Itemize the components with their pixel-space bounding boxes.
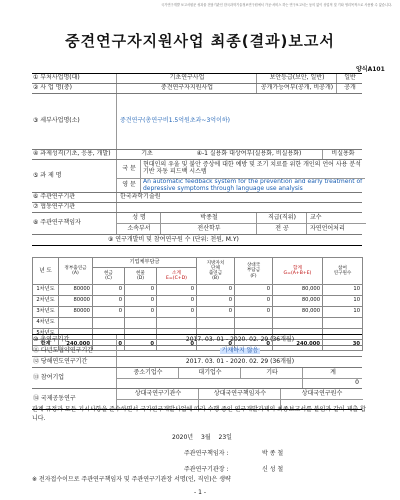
participants-col3: 기타 (240, 368, 303, 378)
intl-col2: 상대국연구책임자수 (198, 389, 281, 399)
cash-header: 현금 (C) (93, 268, 125, 285)
cash-cell (93, 318, 125, 329)
stage-value: 기초 (116, 150, 177, 159)
total-sub-cell: 0 (157, 340, 197, 351)
kind-cell (125, 318, 157, 329)
local-header: 지방자치 단체 출연금 (B) (197, 258, 235, 285)
people-cell: 10 (323, 307, 363, 318)
period-form (32, 334, 362, 410)
researcher-row (32, 213, 362, 235)
total-cell: 80,000 (273, 307, 323, 318)
current-period-value: 2017. 03. 01 - 2020. 02. 29 (36개월) (116, 357, 363, 367)
footnote: ※ 전자접수이므로 주관연구책임자 및 주관연구기관장 서명(인, 직인)은 생략 (32, 476, 231, 483)
subprogram-text: 중견연구(총연구비1.5억원초과~3억이하) (120, 117, 231, 125)
participants-total: 0 (302, 378, 362, 388)
feasibility-value: 비실용화 (322, 150, 363, 159)
budget-row (33, 307, 363, 318)
task-name-label: ⑤ 과 제 명 (33, 171, 62, 179)
multi-period-label: ⑪ 다년도협약연구기간 (33, 346, 94, 354)
sign-head-name: 신 성 철 (262, 466, 284, 473)
public-value: 공개 (336, 84, 363, 93)
multi-period-row (32, 346, 362, 357)
people-cell: 10 (323, 296, 363, 307)
page-number: - 1 - (194, 489, 206, 496)
date-year: 2020년 (172, 434, 194, 441)
eng-title: An automatic feedback system for the prevention and early treatment of depressive symptoms through language use analysis (140, 178, 365, 192)
total-year-cell: 합계 (33, 340, 59, 351)
name-value: 박종철 (160, 213, 257, 224)
gov-cell: 80000 (59, 307, 93, 318)
multi-period-status: 기재하지 않음 (221, 346, 259, 354)
feasibility-label: ④-1 실용화 대상여부(실용화, 비실용화) (196, 150, 302, 158)
header-note: 국가연구개발 보고서원문 성과물 전담기관인 한국과학기술정보연구원에서 가공·서비스 하는 연구보고서는 동의 없이 상업적 및 기타 영리목적으로 사용할 수 없습니다. (161, 3, 392, 7)
year-header: 년 도 (33, 258, 59, 285)
participants-empty (116, 378, 303, 388)
year-cell: 1차년도 (33, 285, 59, 296)
cash-cell: 0 (93, 307, 125, 318)
subprogram-row (32, 94, 362, 150)
host-org-value: 한국과학기술원 (116, 193, 366, 202)
date-month: 3월 (201, 434, 211, 441)
kind-cell: 0 (125, 296, 157, 307)
total-local-cell: 0 (197, 340, 235, 351)
rank-value: 교수 (306, 213, 366, 224)
researcher-label: ⑧ 주관연구책임자 (33, 219, 81, 227)
year-cell: 4차년도 (33, 318, 59, 329)
info-form (32, 73, 362, 246)
total-cash-cell: 0 (93, 340, 125, 351)
participants-col2: 대기업수 (178, 368, 241, 378)
year-cell: 5차년도 (33, 329, 59, 340)
total-period-value: 2017. 03. 01 - 2020. 02. 29 (36개월) (116, 335, 363, 345)
task-name-row (32, 160, 362, 193)
people-cell (323, 318, 363, 329)
current-period-row (32, 357, 362, 368)
security-label: 보안등급(보안, 일반) (256, 74, 337, 83)
total-cell (273, 318, 323, 329)
people-header: 참여 연구원수 (323, 258, 363, 285)
sign-researcher-label: 주관연구책임자 : (184, 450, 229, 457)
local-cell: 0 (197, 296, 235, 307)
total-header: 합계 G=(A+B+E) (273, 258, 323, 285)
current-period-label: ⑫ 당해연도연구기간 (33, 357, 88, 365)
total-period-label: ⑩ 총연구기간 (33, 335, 70, 343)
local-cell: 0 (197, 307, 235, 318)
host-org-label: ⑥ 주관연구기관 (33, 193, 76, 201)
date-day: 23일 (218, 434, 232, 441)
eng-label: 영 문 (116, 178, 141, 192)
total-total-cell: 240,000 (273, 340, 323, 351)
kind-header: 현물 (D) (125, 268, 157, 285)
agency-row (32, 74, 362, 84)
total-kind-cell: 0 (125, 340, 157, 351)
multi-period-value (116, 346, 363, 356)
subprogram-value (116, 94, 366, 149)
cash-cell: 0 (93, 296, 125, 307)
kor-title: 현대인의 우울 및 불안 증상에 대한 예방 및 조기 치료를 위한 개인의 언어 사용 분석 기반 자동 피드백 시스템 (140, 160, 365, 178)
coop-org-row (32, 203, 362, 213)
dept-value: 전산학부 (160, 223, 257, 234)
coop-org-value (116, 203, 366, 212)
gov-cell: 80000 (59, 285, 93, 296)
security-value: 일반 (336, 74, 363, 83)
intl-col1: 상대국연구기관수 (116, 389, 199, 399)
sub-cell: 0 (157, 296, 197, 307)
total-cell: 80,000 (273, 285, 323, 296)
kind-cell: 0 (125, 285, 157, 296)
program-label: ② 사 업 명(중) (33, 84, 72, 92)
rank-label: 직급(직위) (256, 213, 307, 224)
year-cell: 3차년도 (33, 307, 59, 318)
public-label: 공개가능여부(공개, 비공개) (256, 84, 337, 93)
major-label: 전 공 (256, 223, 307, 234)
total-people-cell: 30 (323, 340, 363, 351)
sub-cell (157, 318, 197, 329)
submission-date (172, 432, 232, 441)
agency-value: 기초연구사업 (116, 74, 257, 83)
host-org-row (32, 193, 362, 203)
sign-head-label: 주관연구기관장 : (184, 466, 229, 473)
page-title: 중견연구자지원사업 최종(결과)보고서 (65, 32, 335, 50)
sign-researcher-name: 박 종 철 (262, 450, 284, 457)
other-cell: 0 (235, 307, 273, 318)
gov-cell: 80000 (59, 296, 93, 307)
year-cell: 2차년도 (33, 296, 59, 307)
participants-col1: 중소기업수 (116, 368, 179, 378)
total-gov-cell: 240,000 (59, 340, 93, 351)
sub-cell: 0 (157, 285, 197, 296)
stage-row (32, 150, 362, 160)
budget-header-row-1 (33, 258, 363, 268)
other-cell (235, 318, 273, 329)
stage-label: ④ 과제성격(기초, 응용, 개발) (33, 150, 111, 158)
program-row (32, 84, 362, 94)
intl-col3: 상대국연구원수 (280, 389, 363, 399)
gov-cell (59, 318, 93, 329)
gov-header: 정부출연금 (A) (59, 258, 93, 285)
local-cell (197, 318, 235, 329)
participants-label: ⑬ 참여기업 (33, 373, 65, 381)
budget-row (33, 318, 363, 329)
participants-row (32, 368, 362, 389)
other-cell: 0 (235, 296, 273, 307)
form-code: 양식A101 (356, 66, 385, 73)
budget-section-row (32, 235, 362, 245)
cash-cell: 0 (93, 285, 125, 296)
other-cell: 0 (235, 285, 273, 296)
program-value: 중견연구자지원사업 (116, 84, 257, 93)
sub-cell: 0 (157, 307, 197, 318)
people-cell: 10 (323, 285, 363, 296)
total-cell: 80,000 (273, 296, 323, 307)
total-other-cell: 0 (235, 340, 273, 351)
corp-header: 기업체부담금 (93, 258, 197, 268)
kor-label: 국 문 (116, 160, 141, 178)
major-value: 자연언어처리 (306, 223, 366, 234)
intl-label: ⑭ 국제공동연구 (33, 394, 76, 402)
sub-header: 소계 E=(C+D) (157, 268, 197, 285)
agency-label: ① 부처사업명(대) (33, 74, 80, 82)
local-cell: 0 (197, 285, 235, 296)
total-period-row (32, 335, 362, 346)
budget-row (33, 285, 363, 296)
dept-label: 소속부서 (116, 223, 161, 234)
kind-cell: 0 (125, 307, 157, 318)
participants-col4: 계 (302, 368, 363, 378)
budget-section-label: ⑨ 연구개발비 및 참여연구원 수 (단위: 천원, M.Y) (108, 235, 239, 243)
name-label: 성 명 (116, 213, 161, 224)
subprogram-label: ③ 세부사업명(소) (33, 117, 80, 125)
submission-statement: 관계 규정과 모든 지시사항을 준수하면서 국가연구개발사업에 따라 수행 중인 연구개발과제의 최종보고서를 붙임과 같이 제출 합니다. (32, 406, 366, 422)
budget-row (33, 296, 363, 307)
other-header: 상대국 부담금 (F) (235, 258, 273, 285)
coop-org-label: ⑦ 협동연구기관 (33, 203, 76, 211)
